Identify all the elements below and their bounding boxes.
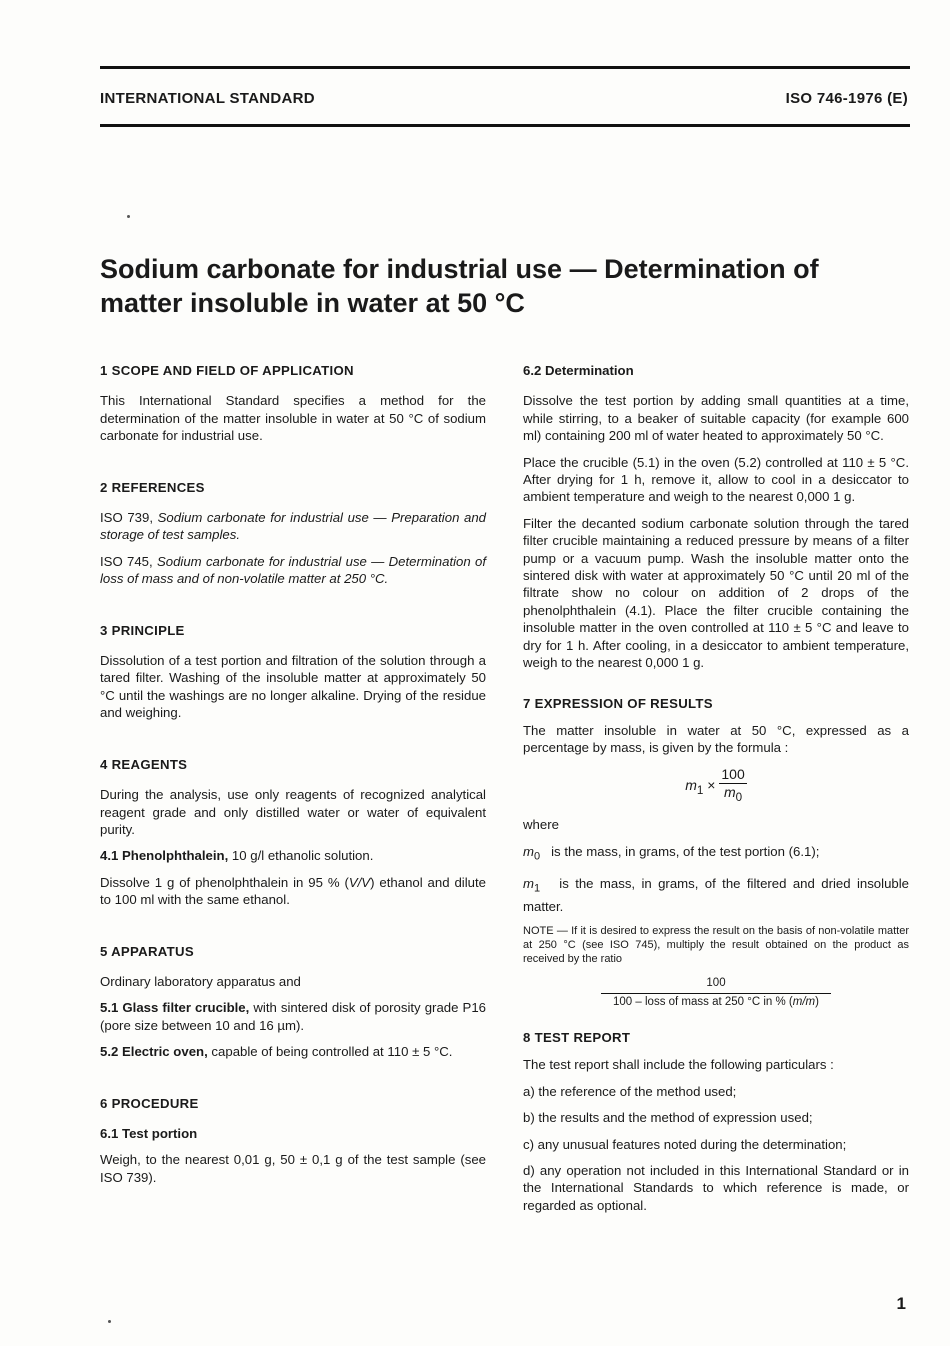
note: NOTE — If it is desired to express the result on the basis of non-volatile matter at 250 °C (see ISO 745), multiply the result obtained on the product as received by the ratio: [523, 925, 909, 966]
formula-fraction: $\frac{100}{m_0}$: [721, 765, 745, 804]
subsection-6-2-heading: 6.2 Determination: [523, 363, 634, 378]
formula: $m_1$ × $\frac{100}{m_0}$: [523, 766, 909, 807]
section-5-heading: 5 APPARATUS: [100, 943, 194, 959]
subsection-6-1-heading: 6.1 Test portion: [100, 1125, 198, 1141]
header-left: INTERNATIONAL STANDARD: [100, 90, 315, 107]
reference-iso-745: ISO 745, Sodium carbonate for industrial use — Determination of loss of mass and of non-volatile matter at 250 °C.: [100, 553, 486, 587]
section-2-heading: 2 REFERENCES: [100, 479, 205, 495]
list-item: c) any unusual features noted during the determination;: [523, 1136, 847, 1152]
definition-m1: $m_1$ is the mass, in grams, of the filtered and dried insoluble matter.: [523, 875, 909, 914]
header-right: ISO 746-1976 (E): [785, 90, 908, 107]
section-6-heading: 6 PROCEDURE: [100, 1095, 199, 1111]
determination-paragraph-2: Place the crucible (5.1) in the oven (5.2) controlled at 110 ± 5 °C. After drying for 1 h, remove it, allow to cool in a desiccator to ambient temperature and weigh to the nearest 0,000 1 g.: [523, 454, 909, 505]
right-column: [523, 362, 909, 1223]
determination-paragraph-1: Dissolve the test portion by adding small quantities at a time, while stirring, to a beaker of suitable capacity (for example 600 ml) containing 200 ml of water heated to approximately 50 °C.: [523, 393, 909, 444]
section-7-intro: The matter insoluble in water at 50 °C, expressed as a percentage by mass, is given by the formula :: [523, 722, 909, 756]
definition-m0: $m_0$ is the mass, in grams, of the test portion (6.1);: [523, 843, 820, 863]
section-5-text: Ordinary laboratory apparatus and: [100, 973, 301, 989]
left-column: [100, 362, 486, 1195]
where-label: where: [523, 817, 559, 833]
note-ratio: 100 100 – loss of mass at 250 °C in % (m/m): [523, 975, 909, 1011]
section-8-heading: 8 TEST REPORT: [523, 1030, 631, 1046]
reagent-4-1: 4.1 Phenolphthalein, 10 g/l ethanolic solution.: [100, 848, 374, 864]
reagent-4-1-detail: Dissolve 1 g of phenolphthalein in 95 % (V/V) ethanol and dilute to 100 ml with the same ethanol.: [100, 874, 486, 908]
speck: [108, 1320, 111, 1323]
determination-paragraph-3: Filter the decanted sodium carbonate solution through the tared filter crucible maintaining a reduced pressure by means of a filter pump or a vacuum pump. Wash the insoluble matter onto the sintered disk with water at approximately 50 °C until 20 ml of the filtrate show no colour on addition of 2 drops of the phenolphthalein (4.1). Place the filter crucible containing the insoluble matter in the oven controlled at 110 ± 5 °C and leave to dry for 1 h. After cooling, in a desiccator to ambient temperature, weigh to the nearest 0,000 1 g.: [523, 515, 909, 671]
section-1-heading: 1 SCOPE AND FIELD OF APPLICATION: [100, 363, 354, 378]
section-7-heading: 7 EXPRESSION OF RESULTS: [523, 695, 713, 711]
page-title: [100, 252, 920, 320]
title-line-1: Sodium carbonate for industrial use — Determination of: [100, 254, 819, 284]
section-3-text: Dissolution of a test portion and filtration of the solution through a tared filter. Washing of the insoluble matter at approximately 50 °C until the washings are no longer alkaline. Drying of the residue and weighing.: [100, 653, 486, 721]
top-rule: [100, 66, 910, 69]
section-1-text: This International Standard specifies a method for the determination of the matter insoluble in water at 50 °C of sodium carbonate for industrial use.: [100, 393, 486, 444]
speck: [127, 215, 130, 218]
page-number: 1: [896, 1294, 906, 1313]
subsection-6-1-text: Weigh, to the nearest 0,01 g, 50 ± 0,1 g of the test sample (see ISO 739).: [100, 1152, 486, 1185]
title-line-2: matter insoluble in water at 50 °C: [100, 288, 525, 318]
list-item: b) the results and the method of expression used;: [523, 1110, 813, 1126]
section-4-text: During the analysis, use only reagents of recognized analytical reagent grade and only distilled water or water of equivalent purity.: [100, 787, 486, 837]
list-item: a) the reference of the method used;: [523, 1083, 737, 1099]
section-3-heading: 3 PRINCIPLE: [100, 622, 185, 638]
apparatus-5-2: 5.2 Electric oven, capable of being controlled at 110 ± 5 °C.: [100, 1044, 453, 1060]
apparatus-5-1: 5.1 Glass filter crucible, with sintered disk of porosity grade P16 (pore size between 10 and 16 µm).: [100, 1000, 486, 1033]
section-4-heading: 4 REAGENTS: [100, 756, 188, 772]
reference-iso-739: ISO 739, Sodium carbonate for industrial use — Preparation and storage of test samples.: [100, 510, 487, 543]
list-item: d) any operation not included in this International Standard or in the International Standards to which reference is made, or regarded as optional.: [523, 1163, 909, 1213]
header-rule: [100, 124, 910, 127]
section-8-intro: The test report shall include the following particulars :: [523, 1057, 834, 1073]
